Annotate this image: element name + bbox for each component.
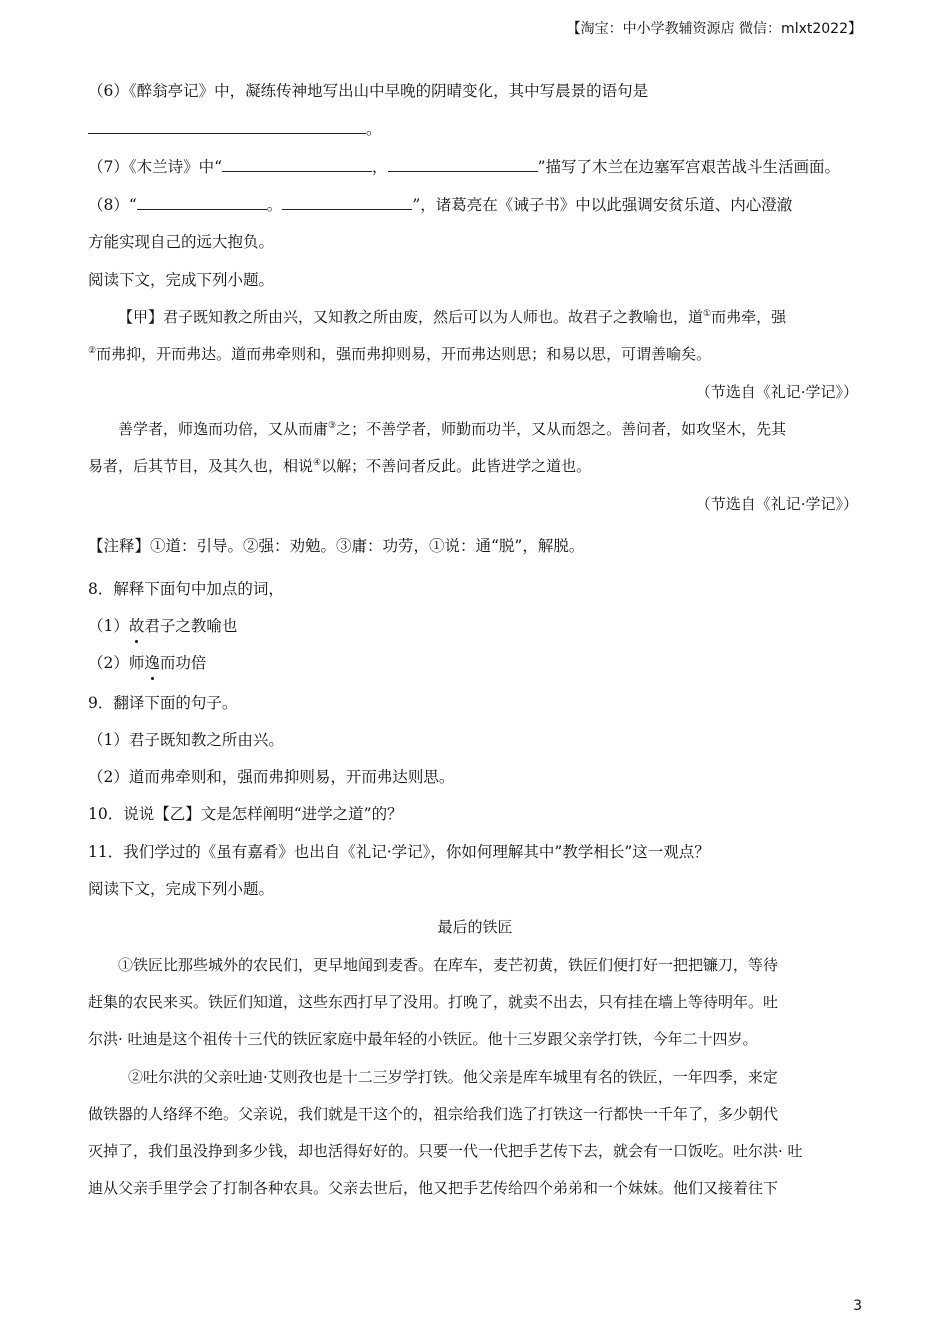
- story-paragraph-2-line: 灭掉了，我们虽没挣到多少钱，却也活得好好的。只要一代一代把手艺传下去，就会有一口饭吃。吐尔洪· 吐: [88, 1142, 803, 1160]
- passage-yi-line1: [118, 418, 786, 440]
- question-7: [88, 156, 840, 178]
- question-9-1: （1）君子既知教之所由兴。: [88, 731, 284, 749]
- story-paragraph-2-line: 迪从父亲手里学会了打制各种农具。父亲去世后，他又把手艺传给四个弟弟和一个妹妹。他们又接着往下: [88, 1179, 779, 1197]
- answer-blank[interactable]: [222, 156, 372, 172]
- question-8-2-pre: （2）师: [88, 654, 145, 672]
- footnote-marker: ②: [88, 346, 97, 356]
- story-paragraph-1-line: 赶集的农民来买。铁匠们知道，这些东西打早了没用。打晚了，就卖不出去，只有挂在墙上等待明年。吐: [88, 993, 779, 1011]
- page-number: 3: [853, 1298, 862, 1314]
- reading-instruction: 阅读下文，完成下列小题。: [88, 271, 275, 289]
- passage-jia-line1: [118, 306, 786, 328]
- passage-jia-source: （节选自《礼记·学记》）: [695, 383, 858, 401]
- question-8-1-pre: （1）: [88, 617, 129, 635]
- passage-yi-source: （节选自《礼记·学记》）: [695, 495, 858, 513]
- story-paragraph-1-line: 尔洪· 吐迪是这个祖传十三代的铁匠家庭中最年轻的小铁匠。他十三岁跟父亲学打铁，今年二十四岁。: [88, 1030, 758, 1048]
- header-watermark: 【淘宝：中小学教辅资源店 微信：mlxt2022】: [566, 21, 862, 37]
- question-8-2-post: 而功倍: [159, 654, 207, 672]
- answer-blank[interactable]: [388, 156, 538, 172]
- passage-yi-text: 以解；不善问者反此。此皆进学之道也。: [321, 457, 592, 475]
- passage-yi-text: 善学者，师逸而功倍，又从而庸: [118, 420, 329, 438]
- question-8: 8．解释下面句中加点的词，: [88, 580, 284, 598]
- story-title: 最后的铁匠: [437, 918, 513, 936]
- passage-yi-text: 易者，后其节目，及其久也，相说: [88, 457, 314, 475]
- question-7-suffix: ”描写了木兰在边塞军宫艰苦战斗生活画面。: [537, 158, 840, 176]
- footnote-marker: ③: [328, 421, 337, 431]
- answer-blank[interactable]: [137, 194, 267, 210]
- story-paragraph-2-line: 做铁器的人络绎不绝。父亲说，我们就是干这个的，祖宗给我们选了打铁这一行都快一千年了，多少朝代: [88, 1105, 779, 1123]
- question-8-mid: 。: [266, 196, 283, 214]
- annotation-notes: 【注释】①道：引导。②强：劝勉。③庸：功劳，①说：通“脱”，解脱。: [88, 537, 585, 555]
- story-paragraph-2-line: ②吐尔洪的父亲吐迪·艾则孜也是十二三岁学打铁。他父亲是库车城里有名的铁匠，一年四季，来定: [128, 1068, 778, 1086]
- reading-instruction: 阅读下文，完成下列小题。: [88, 880, 275, 898]
- answer-blank[interactable]: [282, 194, 412, 210]
- question-8-fill: [88, 194, 792, 216]
- question-10: 10．说说【乙】文是怎样阐明“进学之道”的？: [88, 805, 403, 823]
- passage-jia-text: 而弗抑，开而弗达。道而弗牵则和，强而弗抑则易，开而弗达则思；和易以思，可谓善喻矣。: [96, 345, 712, 363]
- question-6-text: （6）《醉翁亭记》中，凝练传神地写出山中早晚的阴晴变化，其中写晨景的语句是: [88, 82, 649, 100]
- passage-yi-line2: [88, 455, 591, 477]
- question-9: 9．翻译下面的句子。: [88, 694, 238, 712]
- question-7-prefix: （7）《木兰诗》中“: [88, 158, 223, 176]
- passage-yi-text: 之；不善学者，师勤而功半，又从而怨之。善问者，如攻坚木，先其: [336, 420, 787, 438]
- question-8-1-post: 君子之教喻也: [144, 617, 238, 635]
- dotted-word: 逸: [144, 654, 160, 672]
- question-8-line2: 方能实现自己的远大抱负。: [88, 233, 275, 251]
- question-9-2: （2）道而弗牵则和，强而弗抑则易，开而弗达则思。: [88, 768, 455, 786]
- passage-jia-text: 【甲】君子既知教之所由兴，又知教之所由废，然后可以为人师也。故君子之教喻也，道: [118, 308, 704, 326]
- passage-jia-line2: [88, 343, 711, 365]
- question-8-1: [88, 615, 237, 637]
- question-11: 11．我们学过的《虽有嘉肴》也出自《礼记·学记》，你如何理解其中”教学相长”这一观点？: [88, 843, 710, 861]
- question-6-answer-line: [88, 118, 382, 140]
- passage-jia-text: 而弗牵，强: [711, 308, 787, 326]
- question-6: [88, 80, 648, 102]
- dotted-word: 故: [128, 617, 145, 635]
- footnote-marker: ①: [703, 309, 712, 319]
- question-8-2: [88, 652, 206, 674]
- story-paragraph-1-line: ①铁匠比那些城外的农民们，更早地闻到麦香。在库车，麦芒初黄，铁匠们便打好一把把镰刀，等待: [118, 956, 779, 974]
- question-7-mid: ，: [372, 158, 388, 176]
- question-8-prefix: （8）“: [88, 196, 137, 214]
- answer-blank[interactable]: [88, 118, 366, 134]
- footnote-marker: ④: [313, 458, 322, 468]
- question-6-end: 。: [366, 120, 382, 138]
- question-8-suffix: ”，诸葛亮在《诫子书》中以此强调安贫乐道、内心澄澈: [412, 196, 793, 214]
